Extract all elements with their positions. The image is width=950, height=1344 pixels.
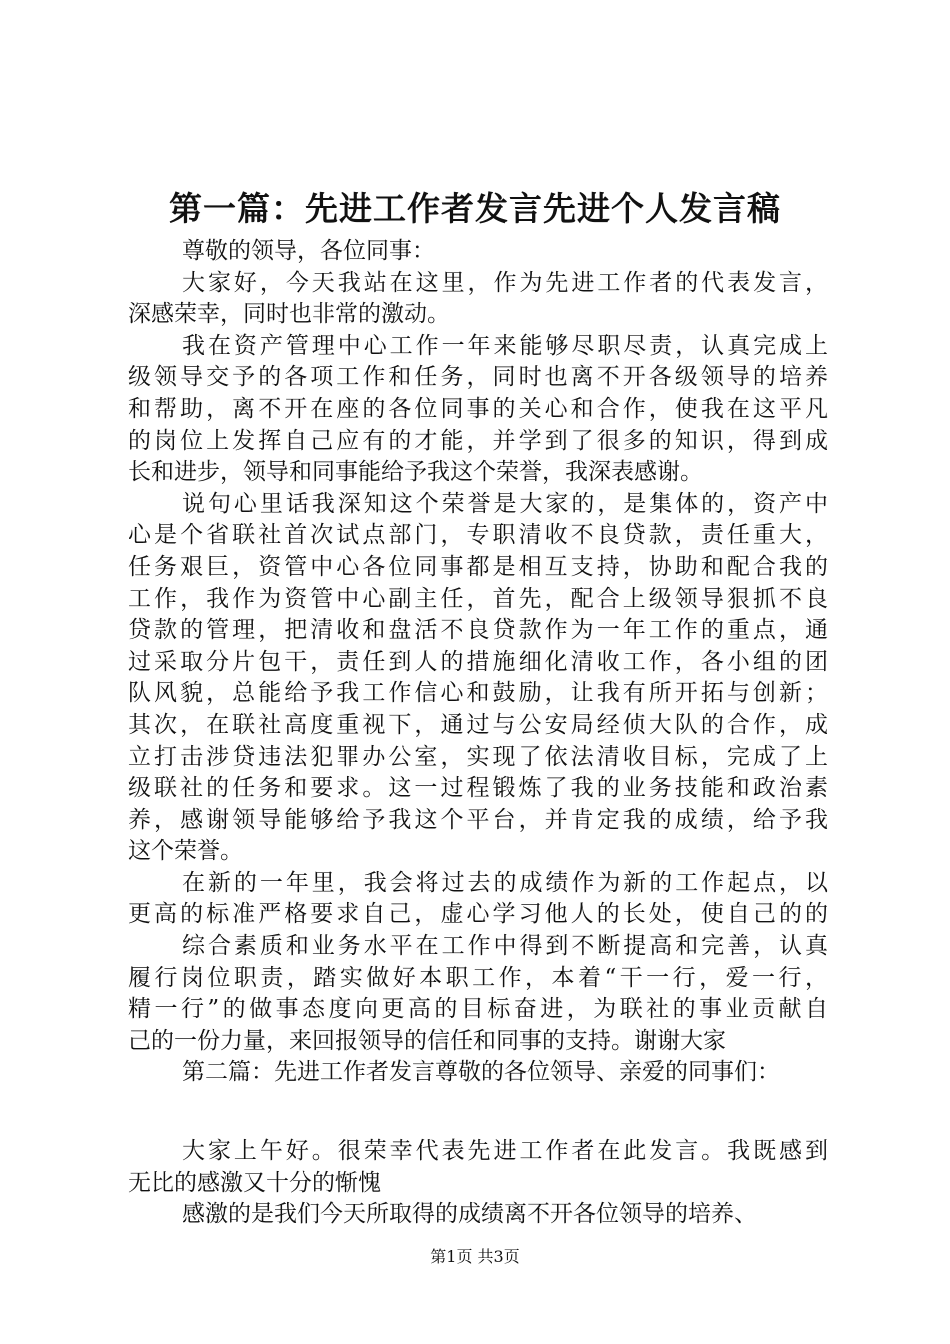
paragraph-line: 长和进步，领导和同事能给予我这个荣誉，我深表感谢。 — [128, 459, 703, 486]
paragraph-line: 其次，在联社高度重视下，通过与公安局经侦大队的合作，成 — [128, 711, 828, 738]
paragraph-line: 和帮助，离不开在座的各位同事的关心和合作，使我在这平凡 — [128, 395, 828, 422]
section-heading-line: 第二篇：先进工作者发言尊敬的各位领导、亲爱的同事们： — [182, 1059, 780, 1086]
paragraph-line: 的岗位上发挥自己应有的才能，并学到了很多的知识，得到成 — [128, 427, 828, 454]
paragraph-line: 在新的一年里，我会将过去的成绩作为新的工作起点，以 — [182, 869, 828, 896]
document-body — [128, 236, 828, 1231]
paragraph-line: 深感荣幸，同时也非常的激动。 — [128, 301, 450, 328]
blank-line — [128, 1089, 828, 1136]
paragraph-line: 养，感谢领导能够给予我这个平台，并肯定我的成绩，给予我 — [128, 806, 828, 833]
paragraph-line: 队风貌，总能给予我工作信心和鼓励，让我有所开拓与创新； — [128, 680, 828, 707]
paragraph-line: 说句心里话我深知这个荣誉是大家的，是集体的，资产中 — [182, 490, 828, 517]
paragraph-line: 综合素质和业务水平在工作中得到不断提高和完善，认真 — [182, 933, 828, 960]
paragraph-line: 这个荣誉。 — [128, 838, 243, 865]
paragraph-line: 级领导交予的各项工作和任务，同时也离不开各级领导的培养 — [128, 364, 828, 391]
paragraph-line: 我在资产管理中心工作一年来能够尽职尽责，认真完成上 — [182, 332, 828, 359]
paragraph-line: 贷款的管理，把清收和盘活不良贷款作为一年工作的重点，通 — [128, 617, 828, 644]
paragraph-line: 尊敬的领导，各位同事： — [182, 238, 435, 264]
document-title: 第一篇：先进工作者发言先进个人发言稿 — [169, 189, 781, 228]
paragraph-line: 己的一份力量，来回报领导的信任和同事的支持。谢谢大家 — [128, 1027, 726, 1054]
paragraph-line: 履行岗位职责，踏实做好本职工作，本着“干一行，爱一行， — [128, 964, 828, 991]
page-footer: 第1页 共3页 — [430, 1247, 520, 1266]
paragraph-line: 工作，我作为资管中心副主任，首先，配合上级领导狠抓不良 — [128, 585, 828, 612]
paragraph-line: 精一行”的做事态度向更高的目标奋进，为联社的事业贡献自 — [128, 996, 828, 1023]
paragraph-line: 大家上午好。很荣幸代表先进工作者在此发言。我既感到 — [182, 1138, 828, 1165]
paragraph-line: 大家好，今天我站在这里，作为先进工作者的代表发言， — [182, 269, 828, 296]
paragraph-line: 感激的是我们今天所取得的成绩离不开各位领导的培养、 — [182, 1201, 757, 1228]
paragraph-line: 过采取分片包干，责任到人的措施细化清收工作，各小组的团 — [128, 648, 828, 675]
paragraph-line: 更高的标准严格要求自己，虚心学习他人的长处，使自己的的 — [128, 901, 828, 928]
paragraph-line: 级联社的任务和要求。这一过程锻炼了我的业务技能和政治素 — [128, 775, 828, 802]
paragraph-line: 无比的感激又十分的惭愧 — [128, 1169, 381, 1196]
paragraph-line: 立打击涉贷违法犯罪办公室，实现了依法清收目标，完成了上 — [128, 743, 828, 770]
paragraph-line: 任务艰巨，资管中心各位同事都是相互支持，协助和配合我的 — [128, 553, 828, 580]
paragraph-line: 心是个省联社首次试点部门，专职清收不良贷款，责任重大， — [128, 522, 828, 549]
